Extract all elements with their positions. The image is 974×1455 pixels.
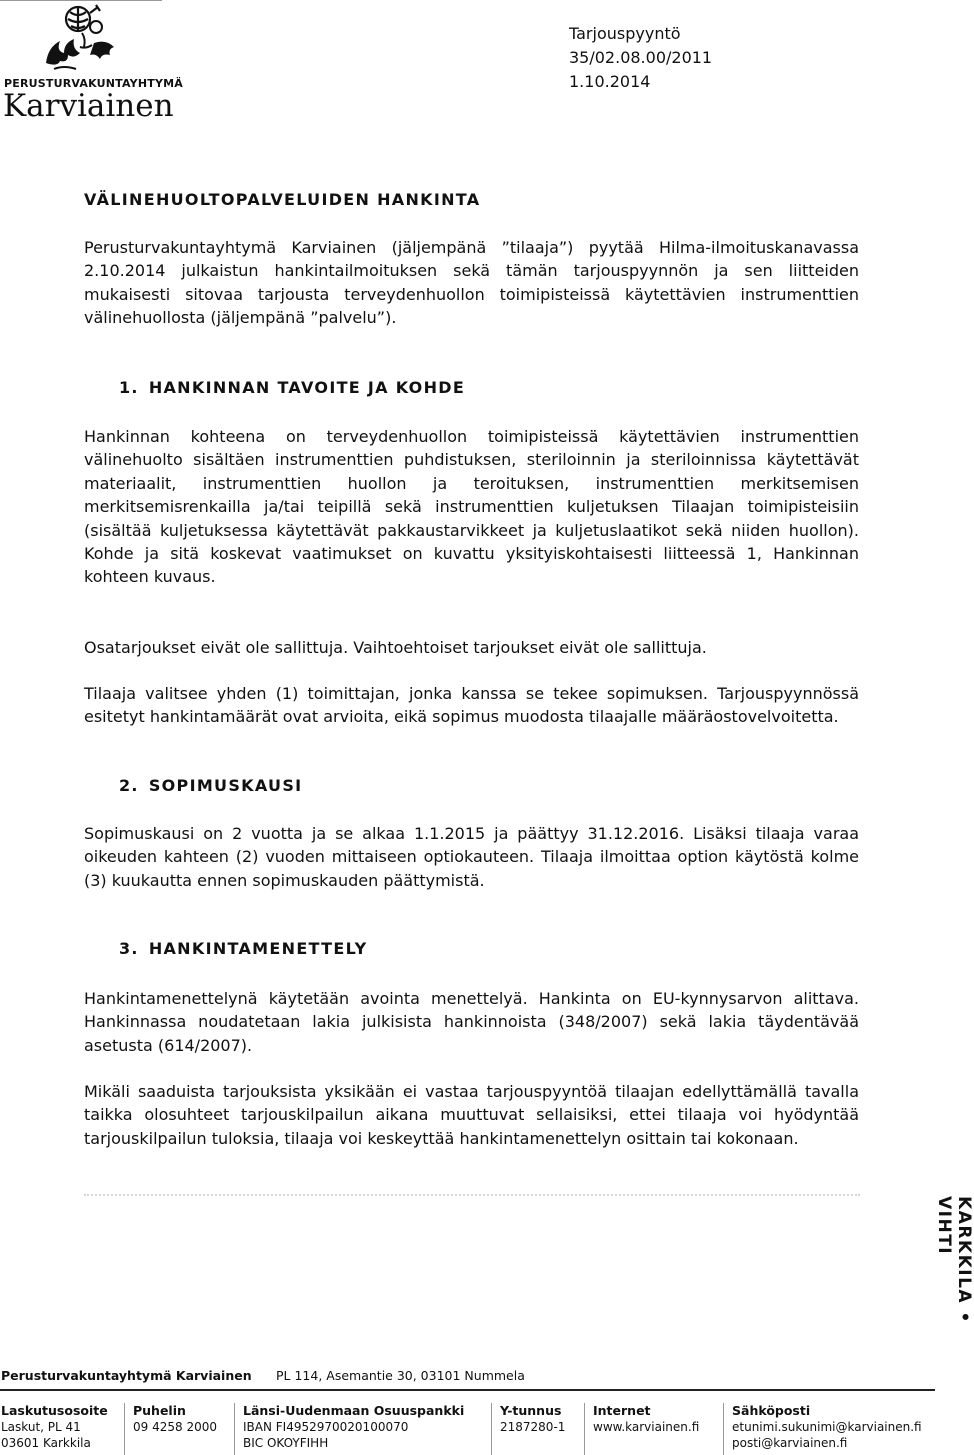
section-3-heading	[119, 939, 367, 958]
footer-col-line: 03601 Karkkila	[1, 1436, 91, 1450]
faded-divider	[84, 1194, 860, 1196]
section-1-paragraph-1: Hankinnan kohteena on terveydenhuollon toimipisteissä käytettävien instrumenttien välinehuolto sisältäen instrumenttien puhdistuksen, steriloinnin ja steriloinnissa käytettävät materiaalit, instrumenttien huollon ja teroituksen, instrumenttien merkitsemisen merkitsemisrenkailla ja/tai teipillä sekä instrumenttien kuljetuksen Tilaajan toimipisteisiin (sisältää kuljetuksessa käytettävät pakkaustarvikkeet ja kuljetuslaatikot sekä niiden huollon). Kohde ja sitä koskevat vaatimukset on kuvattu yksityiskohtaisesti liitteessä 1, Hankinnan kohteen kuvaus.	[84, 427, 859, 587]
document-meta	[569, 22, 712, 94]
footer-email-link[interactable]: posti@karviainen.fi	[732, 1436, 848, 1450]
footer-email-link[interactable]: etunimi.sukunimi@karviainen.fi	[732, 1420, 922, 1434]
intro-paragraph: Perusturvakuntayhtymä Karviainen (jäljempänä ”tilaaja”) pyytää Hilma-ilmoituskanavassa 2.10.2014 julkaistun hankintailmoituksen sekä tämän tarjouspyynnön ja sen liitteiden mukaisesti sitovaa tarjousta terveydenhuollon toimipisteissä käytettävien instrumenttien välinehuollosta (jäljempänä ”palvelu”).	[84, 238, 859, 328]
organization-logo	[0, 0, 183, 130]
footer-rule	[0, 1389, 935, 1391]
section-title: SOPIMUSKAUSI	[148, 776, 303, 795]
footer-column-divider	[584, 1403, 585, 1455]
section-1-heading	[119, 378, 465, 397]
section-number: 1.	[119, 378, 139, 397]
gooseberry-emblem-icon	[34, 3, 134, 75]
footer-address: PL 114, Asemantie 30, 03101 Nummela	[276, 1368, 525, 1383]
footer-org-name: Perusturvakuntayhtymä Karviainen	[1, 1368, 252, 1383]
footer-column-divider	[124, 1403, 125, 1455]
footer-col-heading: Y-tunnus	[500, 1403, 562, 1418]
footer-col-line: BIC OKOYFIHH	[243, 1436, 329, 1450]
footer-col-line: IBAN FI4952970020100070	[243, 1420, 409, 1434]
footer-column-divider	[234, 1403, 235, 1455]
side-text-label: KARKKILA • VIHTI	[934, 1196, 974, 1324]
footer-column-divider	[491, 1403, 492, 1455]
footer-col-billing	[1, 1403, 108, 1451]
document-title: VÄLINEHUOLTOPALVELUIDEN HANKINTA	[84, 190, 481, 209]
footer-col-bank	[243, 1403, 464, 1451]
section-1-paragraph-2: Osatarjoukset eivät ole sallittuja. Vaihtoehtoiset tarjoukset eivät ole sallittuja.	[84, 638, 707, 657]
footer-col-heading: Sähköposti	[732, 1403, 811, 1418]
footer-col-line: 09 4258 2000	[133, 1420, 217, 1434]
section-2-paragraph-1: Sopimuskausi on 2 vuotta ja se alkaa 1.1.2015 ja päättyy 31.12.2016. Lisäksi tilaaja varaa oikeuden kahteen (2) vuoden mittaiseen optiokauteen. Tilaaja ilmoittaa option käytöstä kolme (3) kuukautta ennen sopimuskauden päättymistä.	[84, 824, 859, 890]
section-3-paragraph-2: Mikäli saaduista tarjouksista yksikään ei vastaa tarjouspyyntöä tilaajan edellyttämällä tavalla taikka olosuhteet tarjouskilpailun aikana muuttuvat sellaisiksi, ettei tilaaja voi hyödyntää tarjouskilpailun tuloksia, tilaaja voi keskeyttää hankintamenettelyn osittain tai kokonaan.	[84, 1082, 859, 1148]
footer-website-link[interactable]: www.karviainen.fi	[593, 1420, 700, 1434]
section-number: 2.	[119, 776, 139, 795]
document-number: 35/02.08.00/2011	[569, 48, 713, 67]
footer-col-heading: Laskutusosoite	[1, 1403, 108, 1418]
section-2-heading	[119, 776, 302, 795]
footer-col-phone	[133, 1403, 217, 1435]
section-title: HANKINNAN TAVOITE JA KOHDE	[148, 378, 466, 397]
section-title: HANKINTAMENETTELY	[148, 939, 368, 958]
footer-col-line: 2187280-1	[500, 1420, 566, 1434]
footer-col-line: Laskut, PL 41	[1, 1420, 81, 1434]
footer-col-internet	[593, 1403, 699, 1435]
logo-org-type: PERUSTURVAKUNTAYHTYMÄ	[4, 77, 183, 90]
section-1-paragraph-3: Tilaaja valitsee yhden (1) toimittajan, jonka kanssa se tekee sopimuksen. Tarjouspyynnössä esitetyt hankintamäärät ovat arvioita, eikä sopimus muodosta tilaajalle määräostovelvoitetta.	[84, 684, 859, 727]
footer-col-business-id	[500, 1403, 565, 1435]
logo-top-rule	[0, 0, 162, 1]
section-3-paragraph-1: Hankintamenettelynä käytetään avointa menettelyä. Hankinta on EU-kynnysarvon alittava. Hankinnassa noudatetaan lakia julkisista hankinnoista (348/2007) sekä lakia täydentävää asetusta (614/2007).	[84, 989, 859, 1055]
municipality-side-text	[934, 1196, 974, 1382]
logo-org-name: Karviainen	[3, 88, 174, 124]
footer-col-heading: Puhelin	[133, 1403, 186, 1418]
footer-col-heading: Länsi-Uudenmaan Osuuspankki	[243, 1403, 465, 1418]
footer-contact-columns	[0, 1403, 935, 1455]
footer-organization-bar	[0, 1359, 930, 1393]
document-date: 1.10.2014	[569, 72, 651, 91]
footer-column-divider	[723, 1403, 724, 1455]
footer-col-email	[732, 1403, 922, 1451]
footer-col-heading: Internet	[593, 1403, 651, 1418]
document-type: Tarjouspyyntö	[569, 24, 681, 43]
section-number: 3.	[119, 939, 139, 958]
